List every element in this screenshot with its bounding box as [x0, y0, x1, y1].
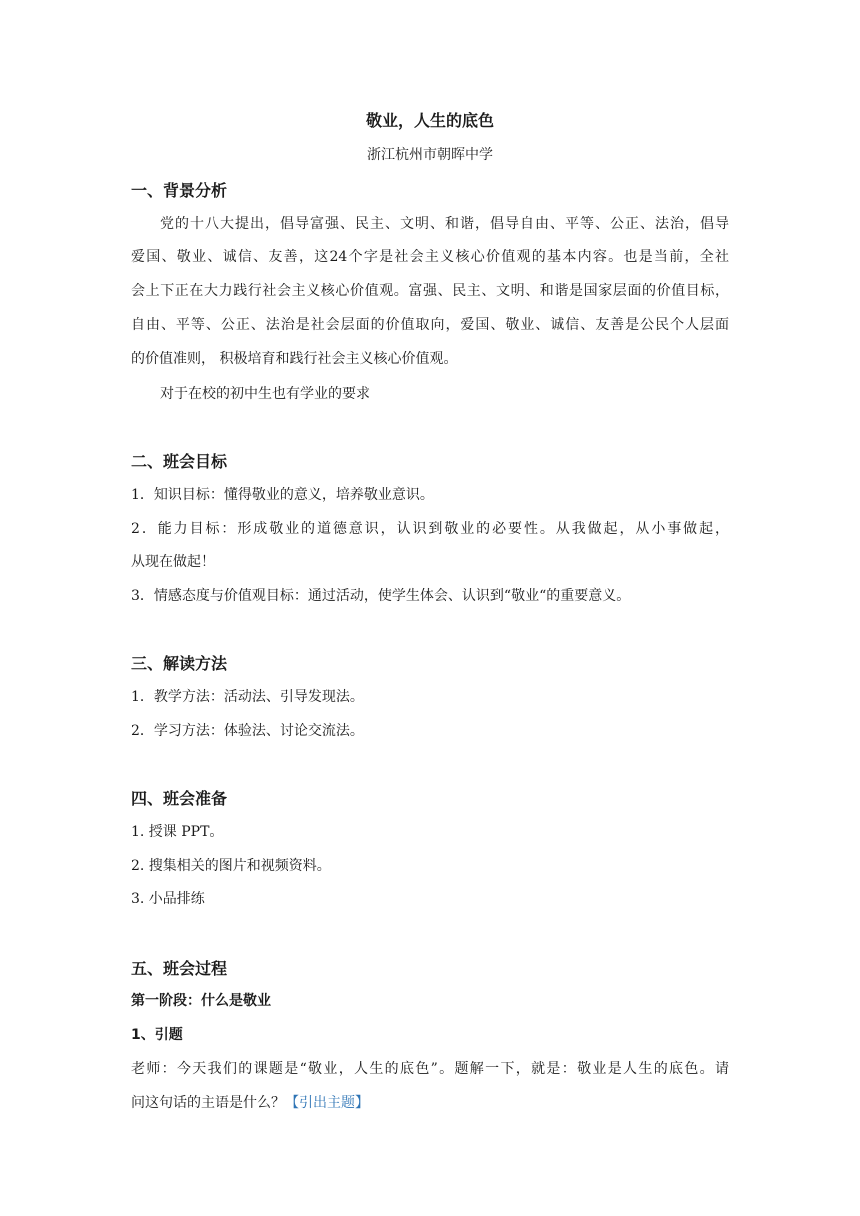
- list-item: 1．知识目标：懂得敬业的意义，培养敬业意识。: [131, 487, 434, 503]
- paragraph-line: 的价值准则， 积极培育和践行社会主义核心价值观。: [131, 351, 458, 367]
- list-item: 2. 搜集相关的图片和视频资料。: [131, 858, 331, 874]
- list-item: 2．能力目标：形成敬业的道德意识，认识到敬业的必要性。从我做起，从小事做起，: [131, 521, 729, 537]
- paragraph-line: 党的十八大提出，倡导富强、民主、文明、和谐，倡导自由、平等、公正、法治，倡导: [160, 216, 729, 232]
- paragraph-line: 自由、平等、公正、法治是社会层面的价值取向，爱国、敬业、诚信、友善是公民个人层面: [131, 317, 729, 333]
- section-heading-preparation: 四、班会准备: [131, 789, 228, 808]
- list-item: 3. 小品排练: [131, 891, 205, 907]
- list-item: 从现在做起！: [131, 554, 215, 570]
- paragraph-line: 会上下正在大力践行社会主义核心价值观。富强、民主、文明、和谐是国家层面的价值目标，: [131, 283, 729, 299]
- list-item: 2．学习方法：体验法、讨论交流法。: [131, 723, 364, 739]
- section-heading-process: 五、班会过程: [131, 959, 228, 978]
- paragraph-line: 对于在校的初中生也有学业的要求: [160, 386, 370, 402]
- document-subtitle: 浙江杭州市朝晖中学: [367, 147, 493, 163]
- list-item: 1. 授课 PPT。: [131, 824, 224, 840]
- topic-note: 【引出主题】: [285, 1095, 369, 1111]
- section-heading-methods: 三、解读方法: [131, 654, 228, 673]
- document-title: 敬业，人生的底色: [365, 111, 494, 130]
- stage-heading: 第一阶段：什么是敬业: [131, 993, 271, 1009]
- paragraph-line: 爱国、敬业、诚信、友善，这24个字是社会主义核心价值观的基本内容。也是当前，全社: [131, 249, 729, 265]
- sub-heading: 1、引题: [131, 1027, 183, 1043]
- paragraph-line: [131, 1092, 369, 1112]
- list-item: 3．情感态度与价值观目标：通过活动，使学生体会、认识到“敬业“的重要意义。: [131, 588, 631, 604]
- list-item: 1．教学方法：活动法、引导发现法。: [131, 689, 364, 705]
- section-heading-goals: 二、班会目标: [131, 452, 228, 471]
- paragraph-text: 问这句话的主语是什么？: [131, 1095, 285, 1111]
- paragraph-line: 老师：今天我们的课题是“敬业，人生的底色”。题解一下，就是：敬业是人生的底色。请: [131, 1061, 729, 1077]
- section-heading-background: 一、背景分析: [131, 181, 228, 200]
